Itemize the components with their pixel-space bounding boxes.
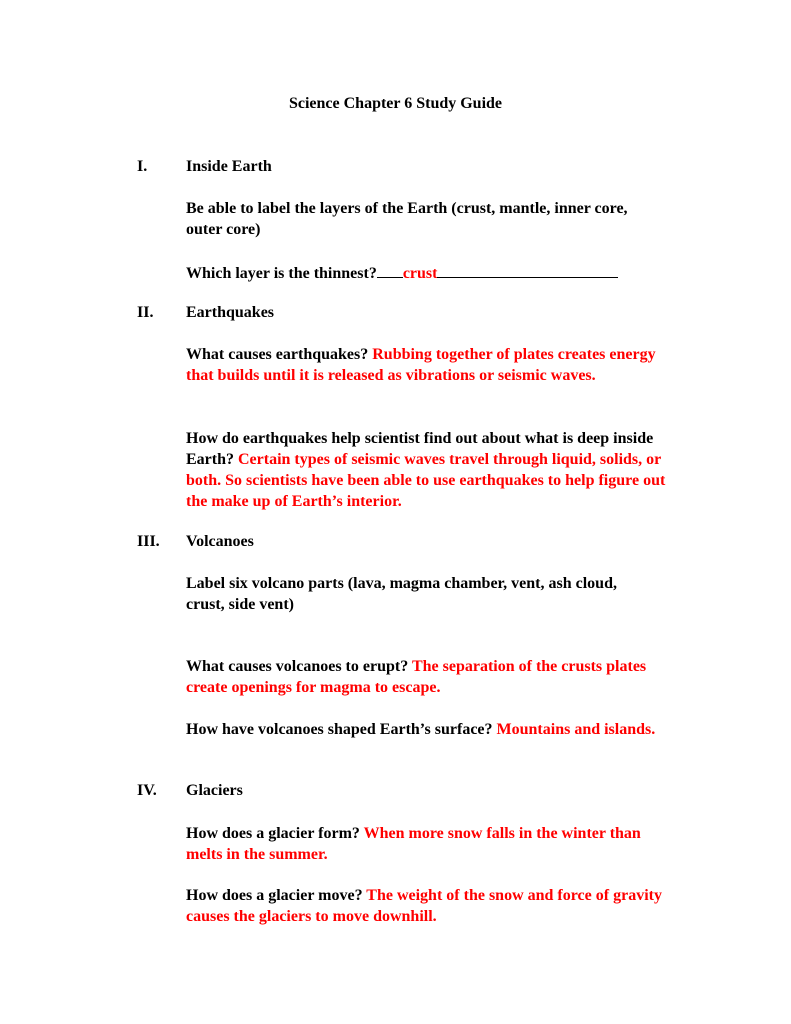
question-text: What causes earthquakes? — [186, 346, 369, 363]
section-heading-glaciers: Glaciers — [186, 782, 243, 799]
answer-text: Mountains and islands. — [496, 721, 656, 738]
answer-blank-leading — [377, 262, 403, 278]
section-heading-inside-earth: Inside Earth — [186, 158, 272, 175]
section-number-2: II. — [137, 304, 154, 321]
instruction-label-earth-layers: Be able to label the layers of the Earth (crust, mantle, inner core, outer core) — [186, 200, 628, 238]
instruction-label-volcano-parts: Label six volcano parts (lava, magma chamber, vent, ash cloud, crust, side vent) — [186, 575, 617, 613]
answer-text: crust — [402, 265, 438, 282]
section-number-3: III. — [137, 533, 160, 550]
question-earthquake-causes — [186, 344, 676, 386]
question-earthquakes-help-scientists — [186, 428, 681, 512]
question-glacier-move — [186, 885, 686, 927]
section-number-1: I. — [137, 158, 148, 175]
answer-text: The weight of the snow and force of gravity causes the glaciers to move downhill. — [186, 887, 662, 925]
page-title: Science Chapter 6 Study Guide — [288, 95, 503, 112]
question-thinnest-layer — [186, 262, 706, 284]
answer-text: When more snow falls in the winter than melts in the summer. — [186, 825, 641, 863]
question-text: How does a glacier move? — [186, 887, 363, 904]
answer-blank-trailing — [437, 262, 618, 278]
section-heading-volcanoes: Volcanoes — [186, 533, 254, 550]
answer-text: Certain types of seismic waves travel through liquid, solids, or both. So scientists have been able to use earthquakes to help figure out the make up of Earth’s interior. — [186, 451, 666, 510]
question-text: How have volcanoes shaped Earth’s surface? — [186, 721, 493, 738]
section-heading-earthquakes: Earthquakes — [186, 304, 275, 321]
question-text: How do earthquakes help scientist find out about what is deep inside Earth? — [186, 430, 654, 468]
question-volcano-erupt — [186, 656, 686, 698]
answer-text: Rubbing together of plates creates energy that builds until it is released as vibrations or seismic waves. — [186, 346, 656, 384]
question-text: How does a glacier form? — [186, 825, 360, 842]
section-number-4: IV. — [137, 782, 157, 799]
question-text: Which layer is the thinnest? — [186, 265, 377, 282]
question-text: What causes volcanoes to erupt? — [186, 658, 409, 675]
question-volcanoes-shaped-surface — [186, 719, 681, 740]
question-glacier-form — [186, 823, 681, 865]
answer-text: The separation of the crusts plates create openings for magma to escape. — [186, 658, 647, 696]
